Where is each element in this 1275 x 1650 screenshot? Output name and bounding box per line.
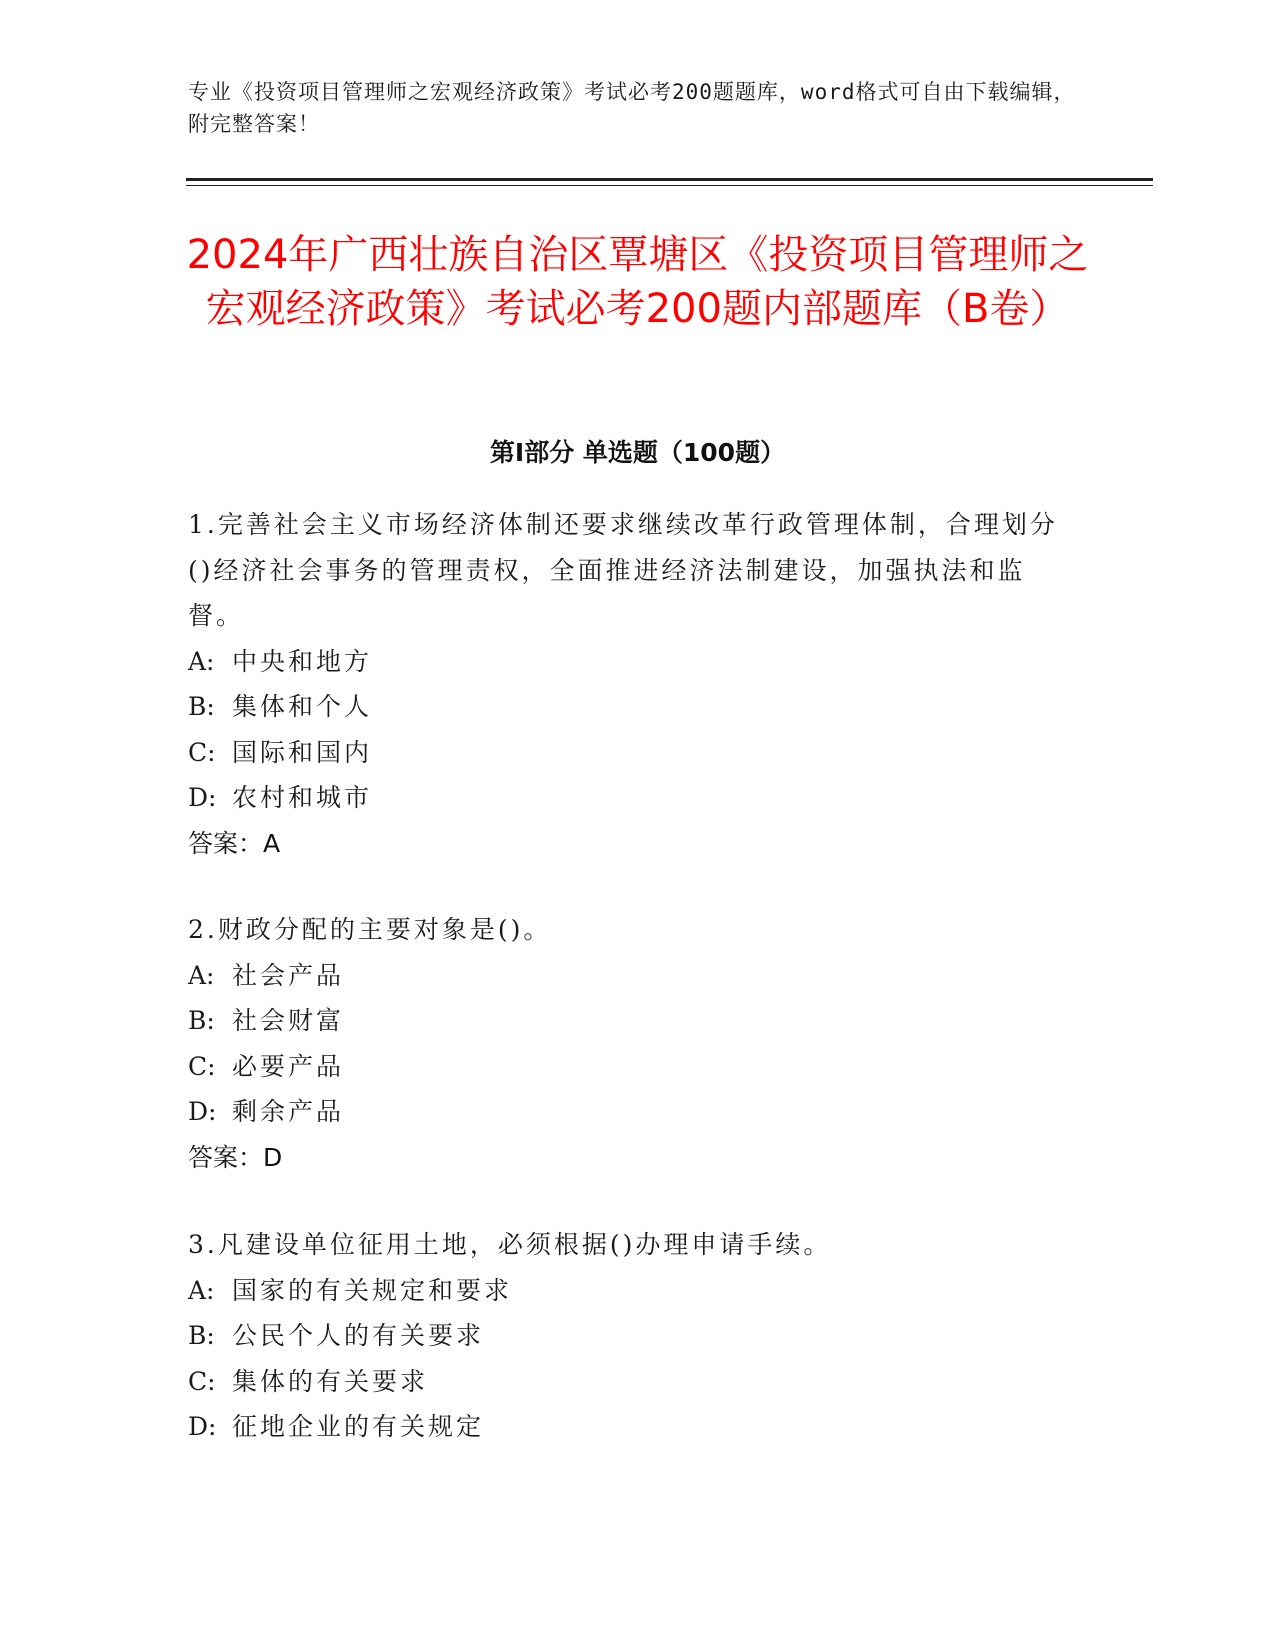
option-d (188, 1089, 1068, 1135)
option-letter: C: (188, 1366, 216, 1396)
option-c (188, 1044, 1068, 1090)
answer: 答案：D (188, 1142, 283, 1172)
question-text: 2.财政分配的主要对象是()。 (188, 915, 552, 944)
option-b (188, 684, 1068, 730)
header-note: 专业《投资项目管理师之宏观经济政策》考试必考200题题库，word格式可自由下载编辑，附完整答案！ (188, 80, 1076, 136)
option-d (188, 1404, 1068, 1450)
option-text: 必要产品 (232, 1051, 345, 1081)
option-a (188, 953, 1068, 999)
option-text: 农村和城市 (232, 783, 373, 812)
question-2 (188, 907, 1068, 1180)
option-a (188, 639, 1068, 685)
question-text: 1.完善社会主义市场经济体制还要求继续改革行政管理体制，合理划分()经济社会事务的管理责权，全面推进经济法制建设，加强执法和监督。 (188, 510, 1058, 630)
option-letter: B: (188, 692, 215, 721)
option-a (188, 1268, 1068, 1314)
question-3 (188, 1222, 1068, 1450)
option-c (188, 1359, 1068, 1405)
option-letter: C: (188, 1051, 216, 1081)
option-letter: D: (188, 1097, 217, 1126)
option-text: 国家的有关规定和要求 (232, 1275, 513, 1305)
option-letter: B: (188, 1006, 215, 1035)
option-b (188, 998, 1068, 1044)
option-letter: B: (188, 1321, 215, 1350)
section-title: 第I部分 单选题（100题） (489, 438, 786, 467)
option-b (188, 1313, 1068, 1359)
option-text: 公民个人的有关要求 (232, 1321, 485, 1350)
option-text: 社会财富 (232, 1006, 345, 1035)
header-rule-thin (186, 185, 1153, 186)
option-letter: C: (188, 737, 216, 767)
option-text: 集体和个人 (232, 692, 373, 721)
option-letter: D: (188, 783, 217, 812)
question-text: 3.凡建设单位征用土地，必须根据()办理申请手续。 (188, 1230, 832, 1259)
option-text: 中央和地方 (232, 646, 373, 676)
document-title: 2024年广西壮族自治区覃塘区《投资项目管理师之宏观经济政策》考试必考200题内部题库（B卷） (186, 232, 1089, 332)
option-d (188, 775, 1068, 821)
option-text: 征地企业的有关规定 (232, 1412, 485, 1441)
option-letter: A: (188, 1275, 215, 1305)
answer: 答案：A (188, 828, 281, 858)
question-1 (188, 502, 1068, 866)
option-c (188, 730, 1068, 776)
option-letter: A: (188, 646, 215, 676)
option-letter: A: (188, 960, 215, 990)
option-text: 社会产品 (232, 960, 345, 990)
header-rule-thick (186, 178, 1153, 181)
option-text: 剩余产品 (232, 1097, 345, 1126)
option-text: 集体的有关要求 (232, 1366, 429, 1396)
option-letter: D: (188, 1412, 217, 1441)
option-text: 国际和国内 (232, 737, 373, 767)
